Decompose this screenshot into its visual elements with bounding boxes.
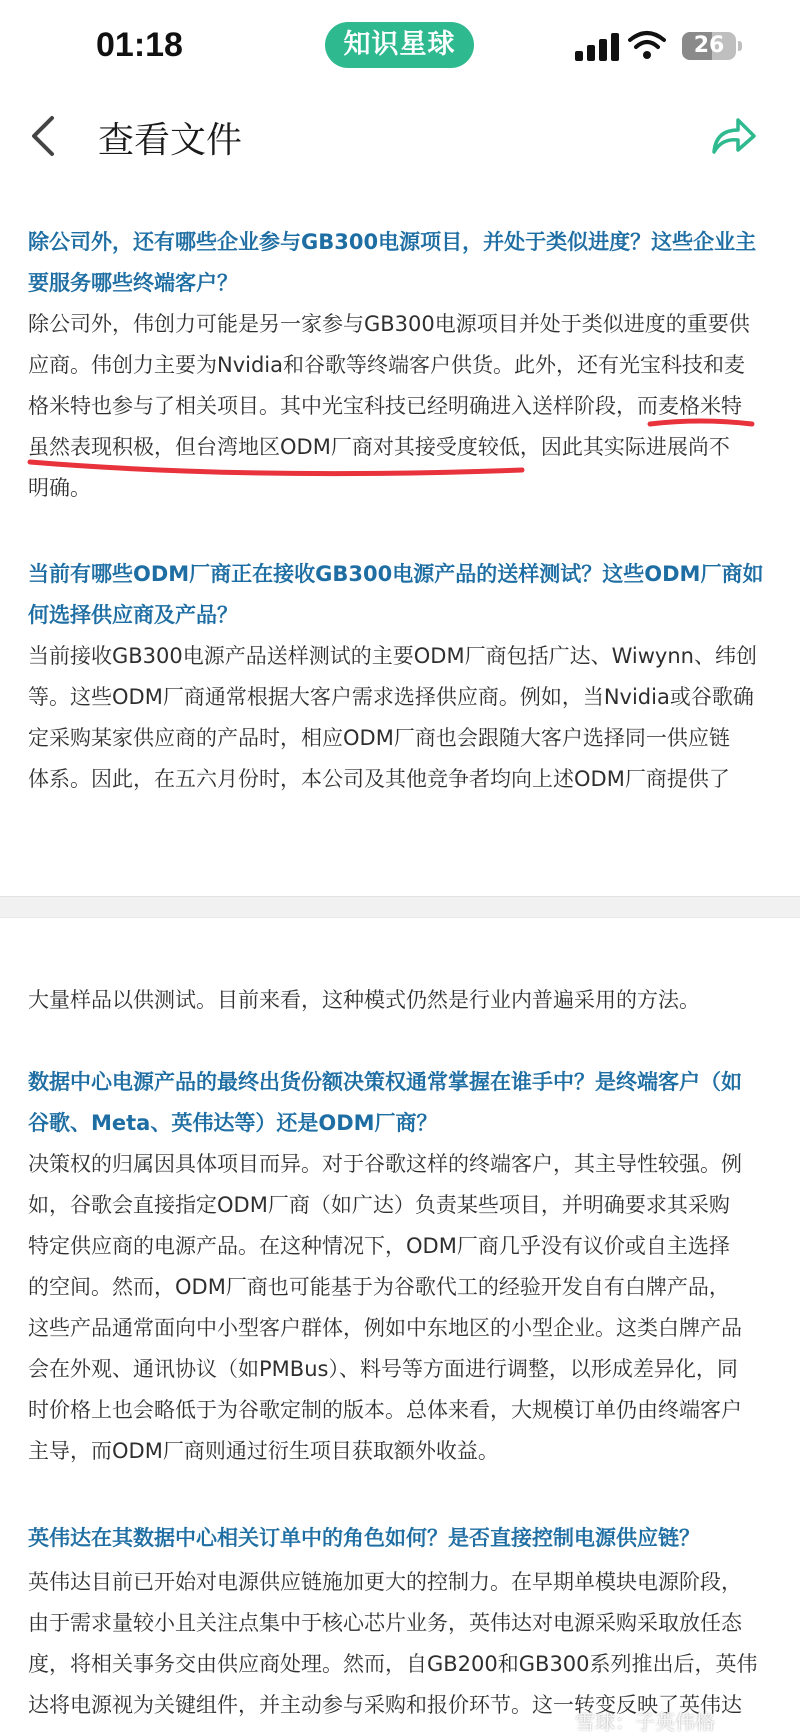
question-line: 除公司外，还有哪些企业参与GB300电源项目，并处于类似进度？这些企业主 bbox=[28, 230, 757, 254]
answer-line: 定采购某家供应商的产品时，相应ODM厂商也会跟随大客户选择同一供应链 bbox=[28, 726, 730, 750]
answer-line: 度，将相关事务交由供应商处理。然而，自GB200和GB300系列推出后，英伟 bbox=[28, 1652, 758, 1676]
battery-level: 26 bbox=[693, 33, 725, 58]
answer-line: 体系。因此，在五六月份时，本公司及其他竞争者均向上述ODM厂商提供了 bbox=[28, 767, 730, 791]
answer-line: 特定供应商的电源产品。在这种情况下，ODM厂商几乎没有议价或自主选择 bbox=[28, 1234, 730, 1258]
answer-line: 等。这些ODM厂商通常根据大客户需求选择供应商。例如，当Nvidia或谷歌确 bbox=[28, 685, 754, 709]
answer-line: 由于需求量较小且关注点集中于核心芯片业务，英伟达对电源采购采取放任态 bbox=[28, 1611, 742, 1635]
answer-line: 主导，而ODM厂商则通过衍生项目获取额外收益。 bbox=[28, 1439, 499, 1463]
wifi-icon bbox=[628, 30, 666, 60]
battery-icon bbox=[682, 32, 736, 60]
question-heading bbox=[28, 1062, 773, 1144]
question-line: 何选择供应商及产品？ bbox=[28, 603, 238, 627]
cellular-signal-icon bbox=[575, 33, 621, 61]
back-chevron-icon[interactable] bbox=[28, 114, 58, 158]
answer-line: 虽然表现积极，但台湾地区ODM厂商对其接受度较低，因此其实际进展尚不 bbox=[28, 435, 730, 459]
status-bar bbox=[0, 0, 800, 92]
question-line: 谷歌、Meta、英伟达等）还是ODM厂商？ bbox=[28, 1111, 438, 1135]
watermark-text: 雪球：子英伟格 bbox=[575, 1710, 715, 1734]
question-heading bbox=[28, 554, 773, 636]
answer-line: 时价格上也会略低于为谷歌定制的版本。总体来看，大规模订单仍由终端客户 bbox=[28, 1398, 742, 1422]
answer-continuation bbox=[28, 980, 776, 1021]
answer-line: 的空间。然而，ODM厂商也可能基于为谷歌代工的经验开发自有白牌产品， bbox=[28, 1275, 730, 1299]
nav-bar bbox=[0, 100, 800, 172]
battery-tip bbox=[738, 41, 742, 51]
answer-paragraph bbox=[28, 1144, 776, 1472]
answer-line: 这些产品通常面向中小型客户群体，例如中东地区的小型企业。这类白牌产品 bbox=[28, 1316, 742, 1340]
answer-line: 应商。伟创力主要为Nvidia和谷歌等终端客户供货。此外，还有光宝科技和麦 bbox=[28, 353, 746, 377]
page-divider bbox=[0, 896, 800, 918]
answer-paragraph bbox=[28, 1562, 776, 1726]
answer-line: 英伟达目前已开始对电源供应链施加更大的控制力。在早期单模块电源阶段， bbox=[28, 1570, 742, 1594]
question-line: 数据中心电源产品的最终出货份额决策权通常掌握在谁手中？是终端客户（如 bbox=[28, 1070, 742, 1094]
status-time: 01:18 bbox=[96, 26, 183, 64]
question-line: 要服务哪些终端客户？ bbox=[28, 271, 238, 295]
answer-paragraph bbox=[28, 636, 776, 800]
page-title: 查看文件 bbox=[98, 120, 243, 161]
answer-line: 如，谷歌会直接指定ODM厂商（如广达）负责某些项目，并明确要求其采购 bbox=[28, 1193, 730, 1217]
app-pill-button[interactable]: 知识星球 bbox=[325, 22, 474, 68]
answer-line: 大量样品以供测试。目前来看，这种模式仍然是行业内普遍采用的方法。 bbox=[28, 988, 700, 1012]
answer-line: 除公司外，伟创力可能是另一家参与GB300电源项目并处于类似进度的重要供 bbox=[28, 312, 750, 336]
question-line: 当前有哪些ODM厂商正在接收GB300电源产品的送样测试？这些ODM厂商如 bbox=[28, 562, 764, 586]
answer-line: 明确。 bbox=[28, 476, 91, 500]
answer-line: 会在外观、通讯协议（如PMBus）、料号等方面进行调整，以形成差异化，同 bbox=[28, 1357, 738, 1381]
answer-paragraph bbox=[28, 304, 776, 509]
question-heading bbox=[28, 1518, 773, 1559]
answer-line: 当前接收GB300电源产品送样测试的主要ODM厂商包括广达、Wiwynn、纬创 bbox=[28, 644, 757, 668]
question-line: 英伟达在其数据中心相关订单中的角色如何？是否直接控制电源供应链？ bbox=[28, 1526, 700, 1550]
answer-line: 达将电源视为关键组件，并主动参与采购和报价环节。这一转变反映了英伟达 bbox=[28, 1693, 742, 1717]
share-icon[interactable] bbox=[710, 116, 756, 156]
answer-line: 决策权的归属因具体项目而异。对于谷歌这样的终端客户，其主导性较强。例 bbox=[28, 1152, 742, 1176]
answer-line: 格米特也参与了相关项目。其中光宝科技已经明确进入送样阶段，而麦格米特 bbox=[28, 394, 742, 418]
question-heading bbox=[28, 222, 773, 304]
